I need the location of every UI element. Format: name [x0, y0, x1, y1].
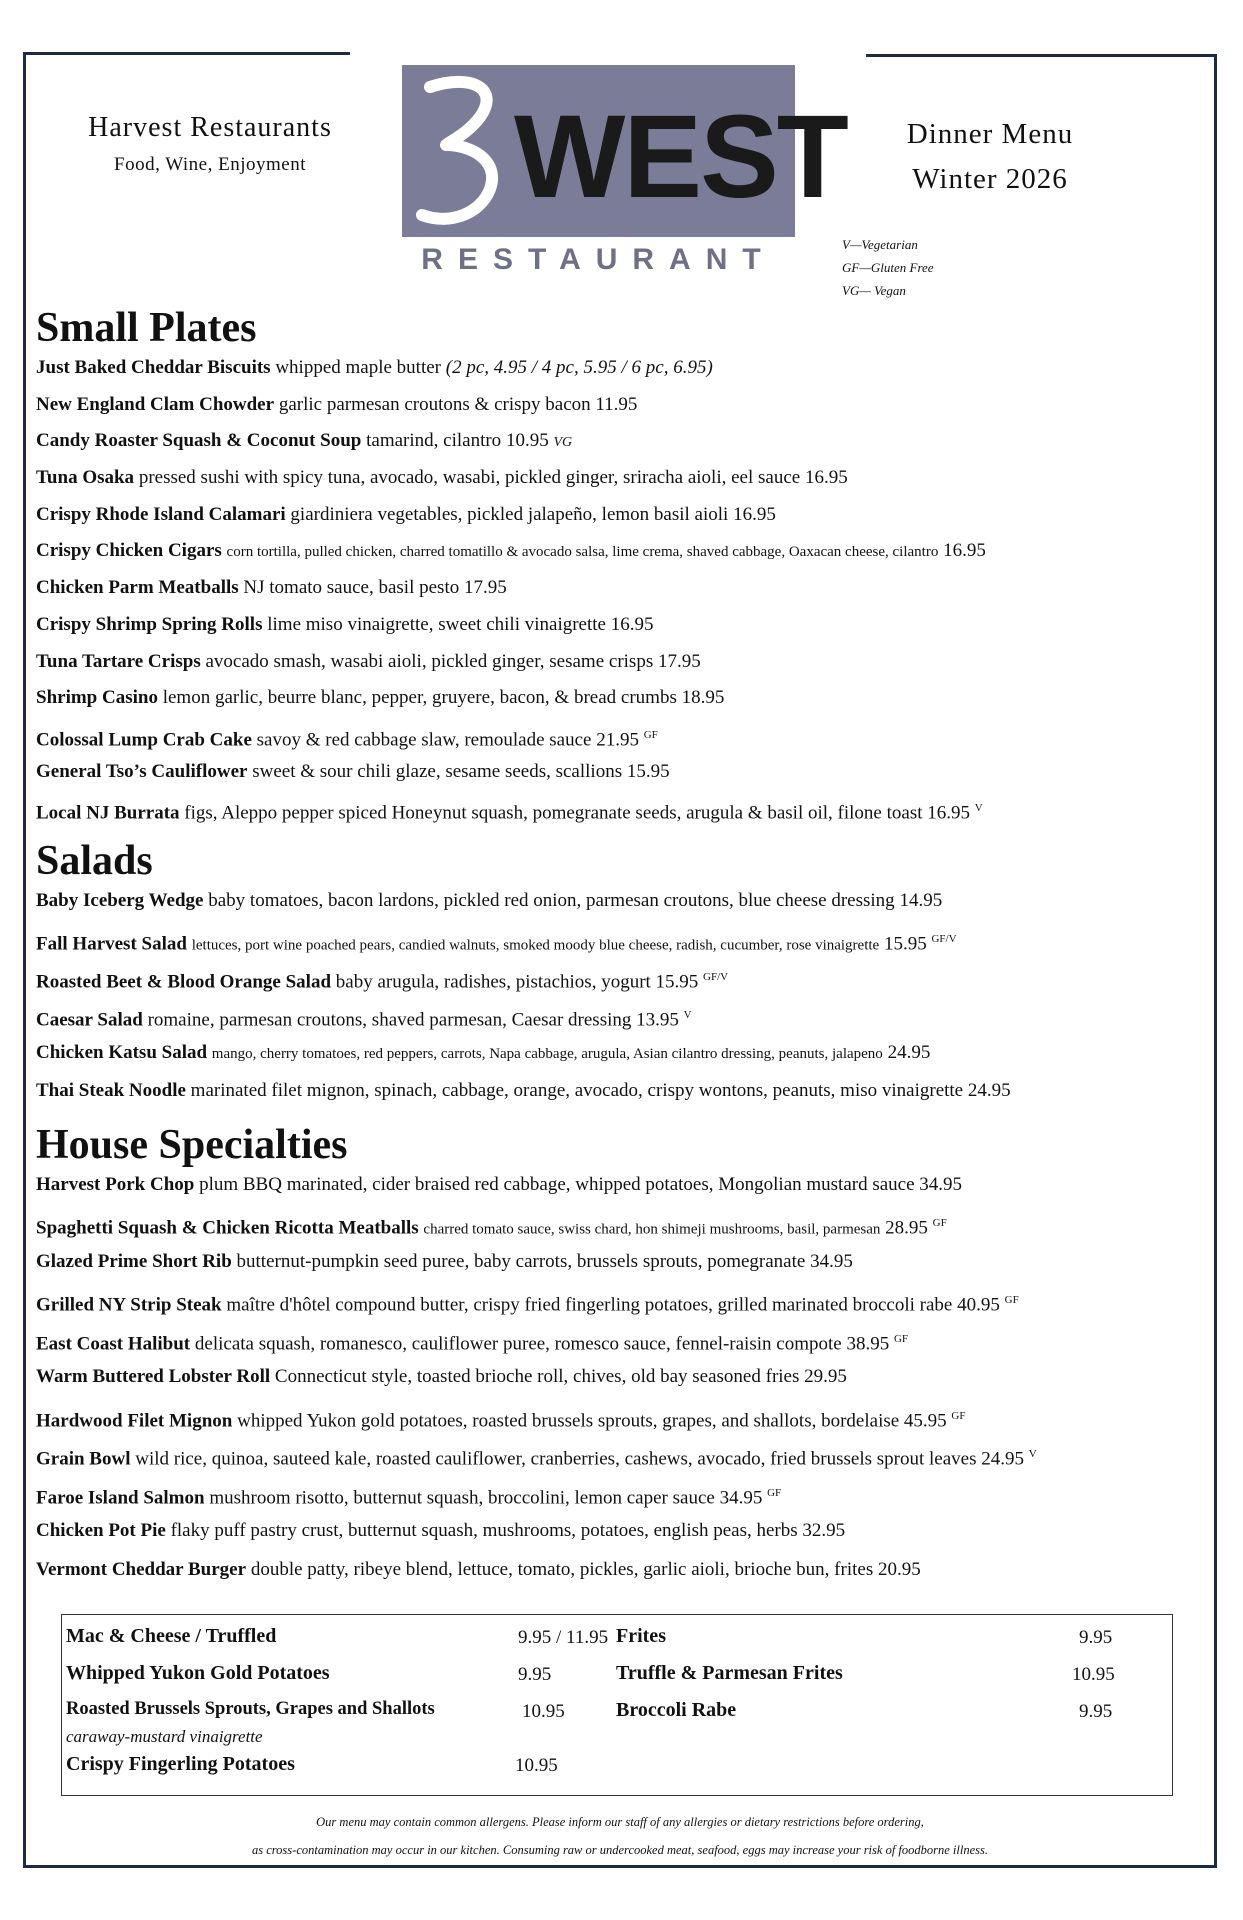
small-plates-heading: Small Plates	[36, 305, 257, 351]
item-name: Roasted Beet & Blood Orange Salad	[36, 971, 332, 993]
item-price: 16.95	[927, 802, 970, 824]
menu-item	[36, 356, 1206, 393]
item-price: 20.95	[877, 1558, 921, 1580]
item-name: Glazed Prime Short Rib	[36, 1250, 232, 1272]
item-description: double patty, ribeye blend, lettuce, tomato, pickles, garlic aioli, brioche bun, frites	[250, 1558, 874, 1580]
item-name: Fall Harvest Salad	[36, 933, 187, 955]
item-name: Thai Steak Noodle	[36, 1079, 186, 1101]
menu-item	[36, 1173, 1206, 1212]
item-description: whipped Yukon gold potatoes, roasted brussels sprouts, grapes, and shallots, bordelaise	[237, 1410, 900, 1432]
menu-item	[36, 1327, 1206, 1366]
tagline: Food, Wine, Enjoyment	[114, 154, 306, 175]
item-description: maître d'hôtel compound butter, crispy fried fingerling potatoes, grilled marinated broccoli rabe	[226, 1294, 953, 1316]
item-description: delicata squash, romanesco, cauliflower puree, romesco sauce, fennel-raisin compote	[194, 1333, 842, 1355]
item-price: 29.95	[804, 1366, 847, 1388]
menu-item	[36, 1519, 1206, 1558]
item-name: East Coast Halibut	[36, 1333, 191, 1355]
item-description: plum BBQ marinated, cider braised red cabbage, whipped potatoes, Mongolian mustard sauce	[199, 1173, 915, 1195]
menu-item	[36, 760, 1206, 797]
side-item: Roasted Brussels Sprouts, Grapes and Shallots	[66, 1699, 435, 1719]
item-name: Local NJ Burrata	[36, 802, 180, 824]
item-price: 34.95	[919, 1173, 963, 1195]
item-name: Colossal Lump Crab Cake	[36, 729, 252, 751]
frame-top-right-rule	[866, 54, 1217, 57]
frame-right-rule	[1214, 54, 1217, 1868]
item-price: 15.95	[655, 971, 699, 993]
menu-item	[36, 1558, 1206, 1597]
item-price: 16.95	[610, 613, 654, 635]
item-price: 13.95	[636, 1009, 679, 1031]
item-price: 45.95	[903, 1410, 947, 1432]
item-price: 28.95	[885, 1217, 928, 1239]
item-name: Tuna Osaka	[36, 467, 135, 489]
side-item: Broccoli Rabe	[616, 1699, 737, 1721]
dietary-legend	[842, 233, 934, 302]
item-price: 11.95	[595, 393, 638, 415]
logo-subtext: RESTAURANT	[421, 243, 776, 276]
menu-item	[36, 965, 1206, 1003]
item-description: whipped maple butter	[275, 357, 442, 378]
item-name: Grain Bowl	[36, 1448, 131, 1470]
item-price: 16.95	[943, 540, 986, 562]
item-description: wild rice, quinoa, sauteed kale, roasted cauliflower, cranberries, cashews, avocado, fried brussels sprout leaves	[135, 1448, 977, 1470]
menu-item	[36, 1481, 1206, 1520]
frame-bottom-rule	[23, 1865, 1217, 1868]
salads-list	[36, 889, 1206, 1117]
item-description: lime miso vinaigrette, sweet chili vinaigrette	[267, 613, 606, 635]
dietary-tag: GF/V	[703, 970, 729, 983]
legend-vegetarian: V—Vegetarian	[842, 237, 918, 252]
side-item: Frites	[616, 1625, 666, 1647]
item-name: Spaghetti Squash & Chicken Ricotta Meatballs	[36, 1217, 419, 1239]
item-name: Chicken Parm Meatballs	[36, 577, 239, 599]
dietary-tag: V	[974, 802, 983, 815]
item-price: 21.95	[596, 729, 639, 751]
allergen-disclaimer	[60, 1808, 1180, 1864]
menu-item	[36, 613, 1206, 650]
item-description: marinated filet mignon, spinach, cabbage, orange, avocado, crispy wontons, peanuts, miso vinaigrette	[190, 1079, 964, 1101]
menu-title: Dinner Menu	[906, 118, 1074, 150]
item-price: (2 pc, 4.95 / 4 pc, 5.95 / 6 pc, 6.95)	[445, 357, 713, 378]
side-price: 9.95 / 11.95	[518, 1627, 609, 1648]
menu-item	[36, 889, 1206, 927]
item-description: charred tomato sauce, swiss chard, hon shimeji mushrooms, basil, parmesan	[423, 1221, 881, 1238]
header-right	[870, 118, 1110, 196]
item-name: Chicken Katsu Salad	[36, 1041, 208, 1063]
item-description: flaky puff pastry crust, butternut squash, mushrooms, potatoes, english peas, herbs	[170, 1520, 798, 1542]
item-name: Crispy Shrimp Spring Rolls	[36, 613, 263, 635]
menu-item	[36, 1442, 1206, 1481]
item-name: Faroe Island Salmon	[36, 1487, 205, 1509]
item-name: Shrimp Casino	[36, 687, 158, 709]
dietary-tag: VG	[553, 435, 573, 451]
item-price: 38.95	[846, 1333, 890, 1355]
item-name: Grilled NY Strip Steak	[36, 1294, 222, 1316]
menu-item	[36, 503, 1206, 540]
item-price: 34.95	[719, 1487, 763, 1509]
menu-item	[36, 393, 1206, 430]
item-name: Crispy Rhode Island Calamari	[36, 503, 286, 525]
frame-top-left-rule	[23, 52, 350, 55]
item-name: Candy Roaster Squash & Coconut Soup	[36, 430, 362, 452]
item-price: 14.95	[899, 889, 943, 911]
menu-item	[36, 1079, 1206, 1117]
item-name: Baby Iceberg Wedge	[36, 889, 204, 911]
item-description: pressed sushi with spicy tuna, avocado, wasabi, pickled ginger, sriracha aioli, eel sauce	[138, 467, 801, 489]
item-price: 40.95	[957, 1294, 1000, 1316]
item-name: Crispy Chicken Cigars	[36, 540, 222, 562]
header-left	[60, 112, 360, 176]
menu-season: Winter 2026	[912, 163, 1068, 195]
dietary-tag: V	[1028, 1448, 1037, 1461]
dietary-tag: GF	[767, 1486, 782, 1499]
item-description: Connecticut style, toasted brioche roll, chives, old bay seasoned fries	[274, 1366, 800, 1388]
item-description: corn tortilla, pulled chicken, charred tomatillo & avocado salsa, lime crema, shaved cabbage, Oaxacan cheese, cilantro	[226, 544, 939, 561]
item-description: NJ tomato sauce, basil pesto	[243, 577, 460, 599]
side-price: 10.95	[1072, 1664, 1115, 1685]
legend-vegan: VG— Vegan	[842, 283, 906, 298]
menu-item	[36, 539, 1206, 576]
item-name: New England Clam Chowder	[36, 393, 275, 415]
item-description: garlic parmesan croutons & crispy bacon	[278, 393, 591, 415]
logo-text: WEST	[514, 91, 847, 223]
item-price: 15.95	[883, 933, 927, 955]
menu-item	[36, 466, 1206, 503]
side-price: 10.95	[522, 1701, 565, 1722]
item-description: sweet & sour chili glaze, sesame seeds, scallions	[252, 760, 623, 782]
item-description: mango, cherry tomatoes, red peppers, carrots, Napa cabbage, arugula, Asian cilantro dressing, peanuts, jalapeno	[211, 1045, 883, 1062]
salads-heading: Salads	[36, 837, 153, 884]
side-price: 9.95	[1079, 1627, 1113, 1648]
menu-item	[36, 576, 1206, 613]
dietary-tag: GF	[951, 1409, 966, 1422]
item-price: 18.95	[681, 687, 725, 709]
menu-item	[36, 1288, 1206, 1327]
side-item: Truffle & Parmesan Frites	[616, 1662, 843, 1684]
item-description: mushroom risotto, butternut squash, broccolini, lemon caper sauce	[209, 1487, 715, 1509]
item-name: Harvest Pork Chop	[36, 1173, 195, 1195]
side-price: 9.95	[518, 1664, 552, 1685]
item-description: figs, Aleppo pepper spiced Honeynut squash, pomegranate seeds, arugula & basil oil, filone toast	[184, 802, 923, 824]
menu-item	[36, 650, 1206, 687]
side-price: 10.95	[515, 1755, 558, 1776]
menu-item	[36, 723, 1206, 760]
item-name: Vermont Cheddar Burger	[36, 1558, 247, 1580]
item-name: Tuna Tartare Crisps	[36, 650, 201, 672]
side-item: Whipped Yukon Gold Potatoes	[66, 1662, 330, 1684]
item-price: 16.95	[804, 467, 848, 489]
menu-content	[36, 302, 1206, 1596]
house-specialties-list	[36, 1173, 1206, 1597]
item-description: baby tomatoes, bacon lardons, pickled red onion, parmesan croutons, blue cheese dressing	[208, 889, 895, 911]
menu-item	[36, 1365, 1206, 1404]
item-price: 10.95	[505, 430, 549, 452]
item-price: 15.95	[626, 760, 670, 782]
menu-item	[36, 1211, 1206, 1250]
item-price: 24.95	[981, 1448, 1024, 1470]
sides-box	[61, 1614, 1173, 1796]
item-description: lettuces, port wine poached pears, candied walnuts, smoked moody blue cheese, radish, cucumber, rose vinaigrette	[191, 937, 880, 954]
logo	[402, 65, 847, 287]
group-name: Harvest Restaurants	[88, 112, 332, 143]
disclaimer-line-1: Our menu may contain common allergens. Please inform our staff of any allergies or dietary restrictions before ordering,	[316, 1815, 924, 1829]
frame-left-rule	[23, 52, 26, 1868]
item-description: savoy & red cabbage slaw, remoulade sauce	[256, 729, 592, 751]
item-price: 16.95	[733, 503, 776, 525]
menu-item	[36, 1041, 1206, 1079]
side-item: Crispy Fingerling Potatoes	[66, 1753, 295, 1775]
item-price: 24.95	[887, 1041, 931, 1063]
item-description: lemon garlic, beurre blanc, pepper, gruyere, bacon, & bread crumbs	[162, 687, 677, 709]
menu-item	[36, 1404, 1206, 1443]
side-note: caraway-mustard vinaigrette	[66, 1727, 263, 1746]
house-specialties-heading: House Specialties	[36, 1121, 348, 1168]
small-plates-list	[36, 356, 1206, 833]
dietary-tag: GF	[893, 1332, 908, 1345]
dietary-tag: GF/V	[931, 932, 957, 945]
item-price: 17.95	[463, 577, 507, 599]
dietary-tag: GF	[932, 1217, 947, 1230]
menu-item	[36, 927, 1206, 965]
dietary-tag: V	[683, 1008, 692, 1021]
legend-gluten-free: GF—Gluten Free	[842, 260, 934, 275]
item-description: butternut-pumpkin seed puree, baby carrots, brussels sprouts, pomegranate	[236, 1250, 806, 1272]
item-price: 24.95	[967, 1079, 1011, 1101]
item-description: giardiniera vegetables, pickled jalapeño, lemon basil aioli	[290, 503, 729, 525]
item-name: General Tso’s Cauliflower	[36, 760, 248, 782]
item-description: romaine, parmesan croutons, shaved parmesan, Caesar dressing	[147, 1009, 632, 1031]
item-price: 32.95	[802, 1520, 846, 1542]
menu-item	[36, 1250, 1206, 1289]
item-price: 34.95	[810, 1250, 853, 1272]
side-item: Mac & Cheese / Truffled	[66, 1625, 277, 1647]
item-name: Just Baked Cheddar Biscuits	[36, 357, 271, 378]
menu-item	[36, 686, 1206, 723]
side-price: 9.95	[1079, 1701, 1113, 1722]
dietary-tag: GF	[643, 728, 658, 741]
disclaimer-line-2: as cross-contamination may occur in our kitchen. Consuming raw or undercooked meat, seafood, eggs may increase your risk of foodborne illness.	[251, 1843, 989, 1857]
menu-item	[36, 429, 1206, 466]
item-name: Chicken Pot Pie	[36, 1520, 166, 1542]
logo-mark	[402, 65, 847, 237]
dietary-tag: GF	[1004, 1294, 1019, 1307]
item-name: Hardwood Filet Mignon	[36, 1410, 233, 1432]
item-name: Warm Buttered Lobster Roll	[36, 1366, 271, 1388]
menu-item	[36, 796, 1206, 833]
item-name: Caesar Salad	[36, 1009, 143, 1031]
item-description: avocado smash, wasabi aioli, pickled ginger, sesame crisps	[205, 650, 654, 672]
item-description: tamarind, cilantro	[366, 430, 502, 452]
item-description: baby arugula, radishes, pistachios, yogurt	[335, 971, 651, 993]
menu-item	[36, 1003, 1206, 1041]
item-price: 17.95	[657, 650, 701, 672]
